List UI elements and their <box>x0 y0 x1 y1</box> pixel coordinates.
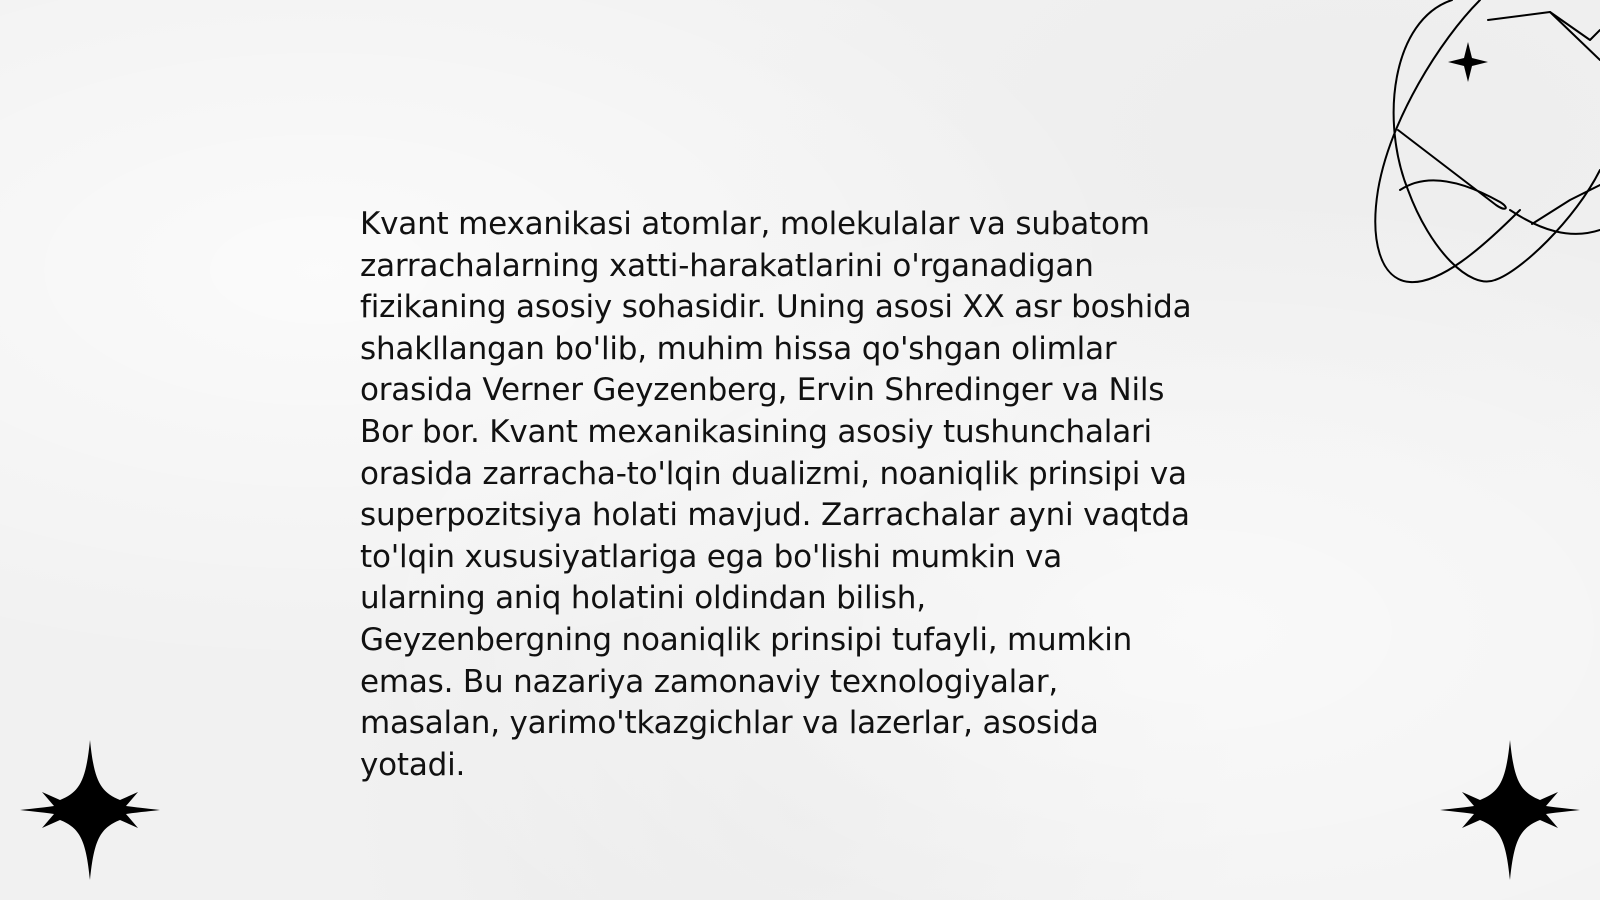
body-paragraph: Kvant mexanikasi atomlar, molekulalar va subatom zarrachalarning xatti-harakatlarini o'rganadigan fizikaning asosiy sohasidir. Uning asosi XX asr boshida shakllangan bo'lib, muhim hissa qo'shgan olimlar orasida Verner Geyzenberg, Ervin Shredinger va Nils Bor bor. Kvant mexanikasining asosiy tushunchalari orasida zarracha-to'lqin dualizmi, noaniqlik prinsipi va superpozitsiya holati mavjud. Zarrachalar ayni vaqtda to'lqin xususiyatlariga ega bo'lishi mumkin va ularning aniq holatini oldindan bilish, Geyzenbergning noaniqlik prinsipi tufayli, mumkin emas. Bu nazariya zamonaviy texnologiyalar, masalan, yarimo'tkazgichlar va lazerlar, asosida yotadi. <box>360 206 1192 783</box>
four-point-star-icon <box>20 740 160 880</box>
four-point-star-icon <box>1440 740 1580 880</box>
orbit-lines-icon <box>1320 0 1600 300</box>
